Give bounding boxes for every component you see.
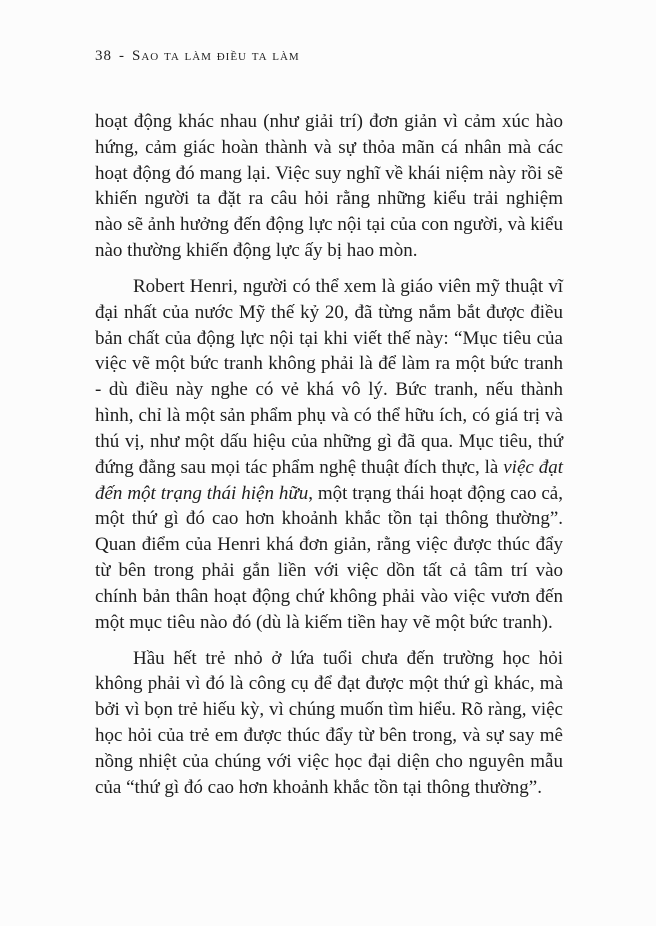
page-number: 38 bbox=[95, 48, 112, 64]
text-run: Robert Henri, người có thể xem là giáo viên mỹ thuật vĩ đại nhất của nước Mỹ thế kỷ 20, đã từng nắm bắt được điều bản chất của động lực nội tại khi viết thế này: “Mục tiêu của việc vẽ một bức tranh không phải là để làm ra một bức tranh - dù điều này nghe có vẻ khá vô lý. Bức tranh, nếu thành hình, chỉ là một sản phẩm phụ và có thể hữu ích, có giá trị và thú vị, như một dấu hiệu của những gì đã qua. Mục tiêu, thứ đứng đằng sau mọi tác phẩm nghệ thuật đích thực, là bbox=[95, 275, 563, 478]
running-title: Sao ta làm điều ta làm bbox=[132, 48, 300, 64]
page-body bbox=[95, 109, 563, 801]
paragraph bbox=[95, 274, 563, 636]
italic-phrase: việc đạt đến một trạng thái hiện hữu bbox=[95, 456, 563, 504]
page-header bbox=[95, 48, 563, 65]
paragraph bbox=[95, 646, 563, 801]
text-run: hoạt động khác nhau (như giải trí) đơn giản vì cảm xúc hào hứng, cảm giác hoàn thành và sự thỏa mãn cá nhân mà các hoạt động đó mang lại. Việc suy nghĩ về khái niệm này rồi sẽ khiến người ta đặt ra câu hỏi rằng những kiểu trải nghiệm nào sẽ ảnh hưởng đến động lực nội tại của con người, và kiểu nào thường khiến động lực ấy bị hao mòn. bbox=[95, 111, 563, 262]
text-run: , một trạng thái hoạt động cao cả, một thứ gì đó cao hơn khoảnh khắc tồn tại thông thường”. Quan điểm của Henri khá đơn giản, rằng việc được thúc đẩy từ bên trong phải gắn liền với việc dồn tất cả tâm trí vào chính bản thân hoạt động chứ không phải vào việc vươn đến một mục tiêu nào đó (dù là kiếm tiền hay vẽ một bức tranh). bbox=[95, 482, 563, 633]
text-run: Hầu hết trẻ nhỏ ở lứa tuổi chưa đến trường học hỏi không phải vì đó là công cụ để đạt được một thứ gì khác, mà bởi vì bọn trẻ hiếu kỳ, vì chúng muốn tìm hiểu. Rõ ràng, việc học hỏi của trẻ em được thúc đẩy từ bên trong, và sự say mê nồng nhiệt của chúng với việc học đại diện cho nguyên mẫu của “thứ gì đó cao hơn khoảnh khắc tồn tại thông thường”. bbox=[95, 647, 563, 798]
paragraph bbox=[95, 109, 563, 264]
header-separator: - bbox=[119, 48, 125, 64]
